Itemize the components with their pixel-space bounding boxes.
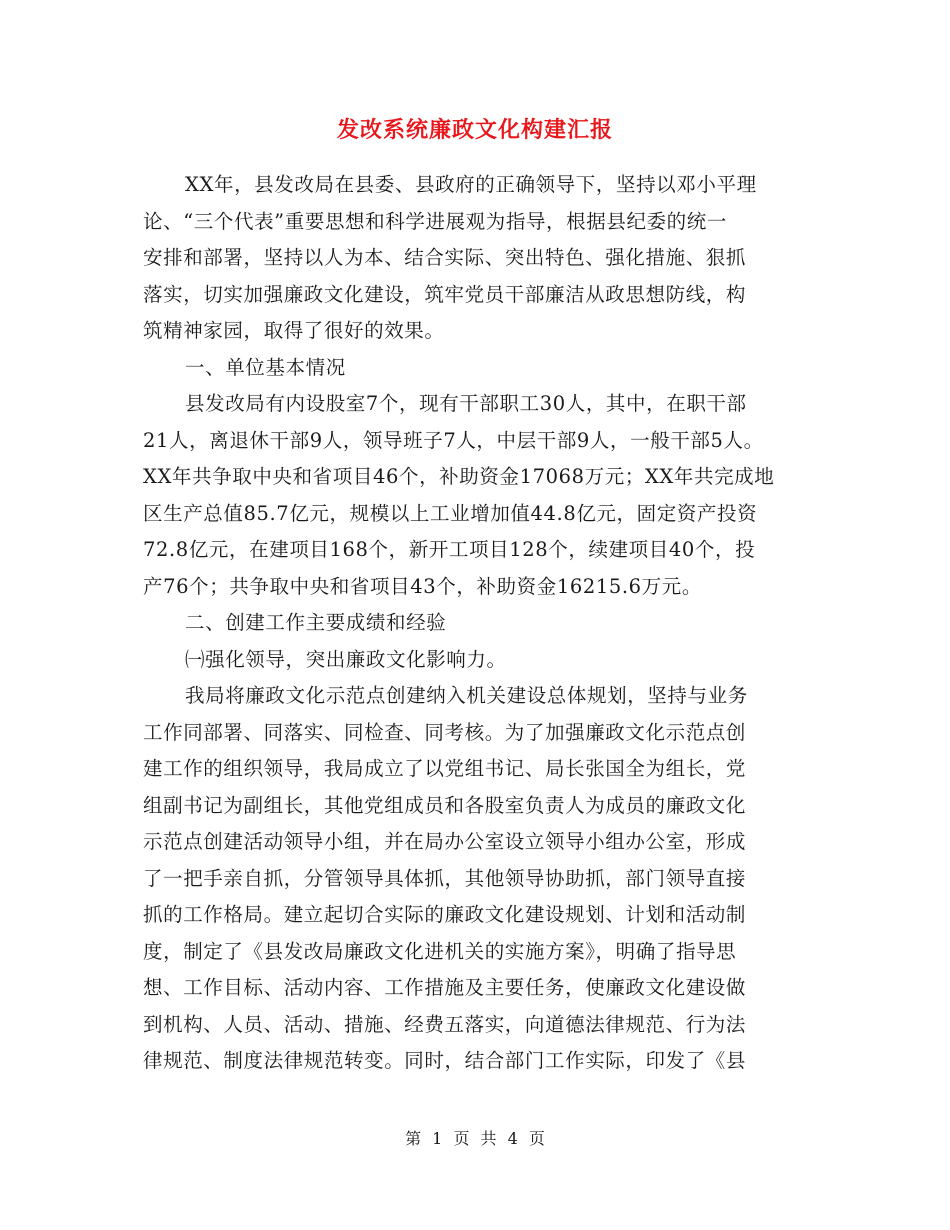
document-body (143, 167, 833, 1080)
text-line: 我局将廉政文化示范点创建纳入机关建设总体规划，坚持与业务 (185, 684, 748, 707)
text-line: XX年，县发改局在县委、县政府的正确领导下，坚持以邓小平理 (185, 173, 757, 196)
text-line: 到机构、人员、活动、措施、经费五落实，向道德法律规范、行为法 (143, 1012, 747, 1036)
text-line: 组副书记为副组长，其他党组成员和各股室负责人为成员的廉政文化 (143, 793, 747, 817)
page-footer: 第 1 页 共 4 页 (405, 1129, 545, 1148)
text-line: 县发改局有内设股室7个，现有干部职工30人，其中，在职干部 (185, 392, 747, 415)
text-line: 产76个；共争取中央和省项目43个，补助资金16215.6万元。 (143, 574, 702, 598)
text-line: 筑精神家园，取得了很好的效果。 (143, 319, 445, 342)
text-line: 工作同部署、同落实、同检查、同考核。为了加强廉政文化示范点创 (143, 720, 747, 744)
text-line: ㈠强化领导，突出廉政文化影响力。 (185, 647, 507, 671)
document-title: 发改系统廉政文化构建汇报 (336, 117, 613, 143)
text-line: 安排和部署，坚持以人为本、结合实际、突出特色、强化措施、狠抓 (143, 246, 747, 269)
text-line: 一、单位基本情况 (185, 355, 346, 379)
text-line: XX年共争取中央和省项目46个，补助资金17068万元；XX年共完成地 (143, 465, 775, 488)
text-line: 律规范、制度法律规范转变。同时，结合部门工作实际，印发了《县 (143, 1049, 747, 1072)
text-line: 论、“三个代表”重要思想和科学进展观为指导，根据县纪委的统一 (143, 209, 727, 233)
text-line: 想、工作目标、活动内容、工作措施及主要任务，使廉政文化建设做 (143, 976, 747, 999)
text-line: 度，制定了《县发改局廉政文化进机关的实施方案》，明确了指导思 (143, 939, 737, 963)
text-line: 72.8亿元，在建项目168个，新开工项目128个，续建项目40个，投 (143, 538, 756, 561)
text-line: 建工作的组织领导，我局成立了以党组书记、局长张国全为组长，党 (143, 757, 747, 780)
text-line: 落实，切实加强廉政文化建设，筑牢党员干部廉洁从政思想防线，构 (143, 282, 747, 306)
text-line: 区生产总值85.7亿元，规模以上工业增加值44.8亿元，固定资产投资 (143, 501, 758, 525)
text-line: 二、创建工作主要成绩和经验 (185, 611, 447, 634)
text-line: 示范点创建活动领导小组，并在局办公室设立领导小组办公室，形成 (143, 830, 747, 853)
text-line: 了一把手亲自抓，分管领导具体抓，其他领导协助抓，部门领导直接 (143, 866, 747, 890)
text-line: 21人，离退休干部9人，领导班子7人，中层干部9人，一般干部5人。 (143, 428, 764, 452)
text-line: 抓的工作格局。建立起切合实际的廉政文化建设规划、计划和活动制 (143, 903, 747, 926)
